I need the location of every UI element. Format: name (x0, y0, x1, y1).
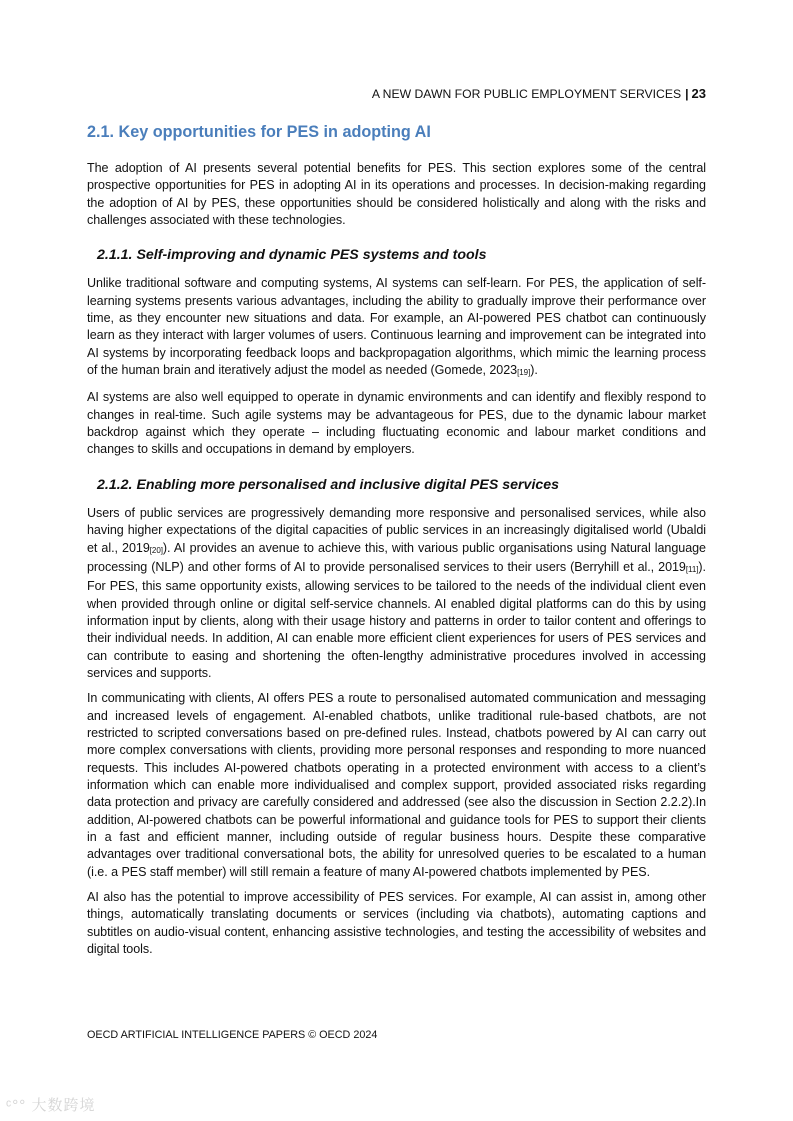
page-content (87, 122, 706, 966)
paragraph (87, 275, 706, 381)
running-title: A NEW DAWN FOR PUBLIC EMPLOYMENT SERVICES (371, 87, 682, 101)
paragraph: In communicating with clients, AI offers PES a route to personalised automated communication and messaging and increased levels of engagement. AI-enabled chatbots, unlike traditional rule-based chatbots, are not restricted to scripted conversations based on pre-defined rules. Instead, chatbots powered by AI can carry out more complex conversations with clients, providing more personal responses and responding to more nuanced requests. This includes AI-powered chatbots operating in a protected environment with access to a client’s information which can enable more individualised and complex support, provided associated risks regarding data protection and privacy are carefully considered and addressed (see also the discussion in Section 2.2.2).In addition, AI-powered chatbots can be powerful informational and guidance tools for PES to support their clients in a fast and efficient manner, including outside of regular business hours. Despite these comparative advantages over traditional conversational bots, the ability for unresolved queries to be escalated to a human (i.e. a PES staff member) will still remain a feature of many AI-powered chatbots implemented by PES. (87, 691, 706, 879)
paragraph-text: ). For PES, this same opportunity exists, allowing services to be tailored to the needs of the individual client even when provided through online or digital self-service channels. AI enabled digital platforms can do this by using information input by clients, along with their usage history and patterns in order to tailor content and offerings to their individual needs. In addition, AI can enable more efficient client experiences for users of PES services and can contribute to easing and shortening the often-lengthy administrative procedures involved in accessing services and supports. (87, 559, 706, 680)
watermark-text: 大数跨境 (31, 1097, 96, 1114)
paragraph-text: Unlike traditional software and computing systems, AI systems can self-learn. For PES, the application of self-learning systems presents various advantages, including the ability to gradually improve their performance over time, as they encounter new situations and data. For example, an AI-powered PES chatbot can continuously learn as they interact with larger volumes of users. Continuous learning and improvement can be integrated into AI systems by incorporating feedback loops and backpropagation algorithms, which mimic the learning process of the human brain and iteratively adjust the model as needed (Gomede, 2023 (87, 276, 706, 378)
watermark-icon: ᶜ°° (6, 1097, 27, 1114)
subsection-title-2-1-1: 2.1.1. Self-improving and dynamic PES systems and tools (97, 247, 487, 264)
subsection-title-2-1-2: 2.1.2. Enabling more personalised and inclusive digital PES services (97, 476, 560, 493)
paragraph: AI also has the potential to improve accessibility of PES services. For example, AI can assist in, among other things, automatically translating documents or services (including via chatbots), automating captions and subtitles on audio-visual content, enhancing assistive technologies, and testing the accessibility of websites and digital tools. (87, 890, 706, 957)
page-footer: OECD ARTIFICIAL INTELLIGENCE PAPERS © OECD 2024 (87, 1029, 378, 1041)
paragraph-text: ). AI provides an avenue to achieve this, with various public organisations using Natural language processing (NLP) and other forms of AI to provide personalised services to their users (Berryhill et al., 2019 (87, 540, 706, 574)
reference-marker[interactable]: [20] (149, 545, 163, 555)
page-number: 23 (691, 86, 706, 101)
paragraph-text: ). (530, 363, 538, 378)
paragraph-text: Users of public services are progressively demanding more responsive and personalised services, while also having higher expectations of the digital capacities of public services in an increasingly digitalised world (Ubaldi et al., 2019 (87, 505, 706, 555)
header-separator: | (685, 87, 689, 101)
reference-marker[interactable]: [11] (685, 564, 699, 574)
paragraph: AI systems are also well equipped to operate in dynamic environments and can identify and flexibly respond to changes in real-time. Such agile systems may be advantageous for PES, due to the dynamic labour market backdrop against which they operate – including fluctuating economic and labour market conditions and changes to skills and occupations in demand by employers. (87, 390, 706, 457)
watermark-logo (6, 1094, 96, 1115)
section-title: 2.1. Key opportunities for PES in adopting AI (87, 123, 431, 141)
paragraph (87, 505, 706, 682)
section-intro-paragraph: The adoption of AI presents several potential benefits for PES. This section explores some of the central prospective opportunities for PES in adopting AI in its operations and processes. In decision-making regarding the adoption of AI by PES, these opportunities should be considered holistically and along with the risks and challenges associated with these technologies. (87, 161, 706, 228)
reference-marker[interactable]: [19] (517, 368, 531, 378)
running-header (372, 86, 706, 101)
